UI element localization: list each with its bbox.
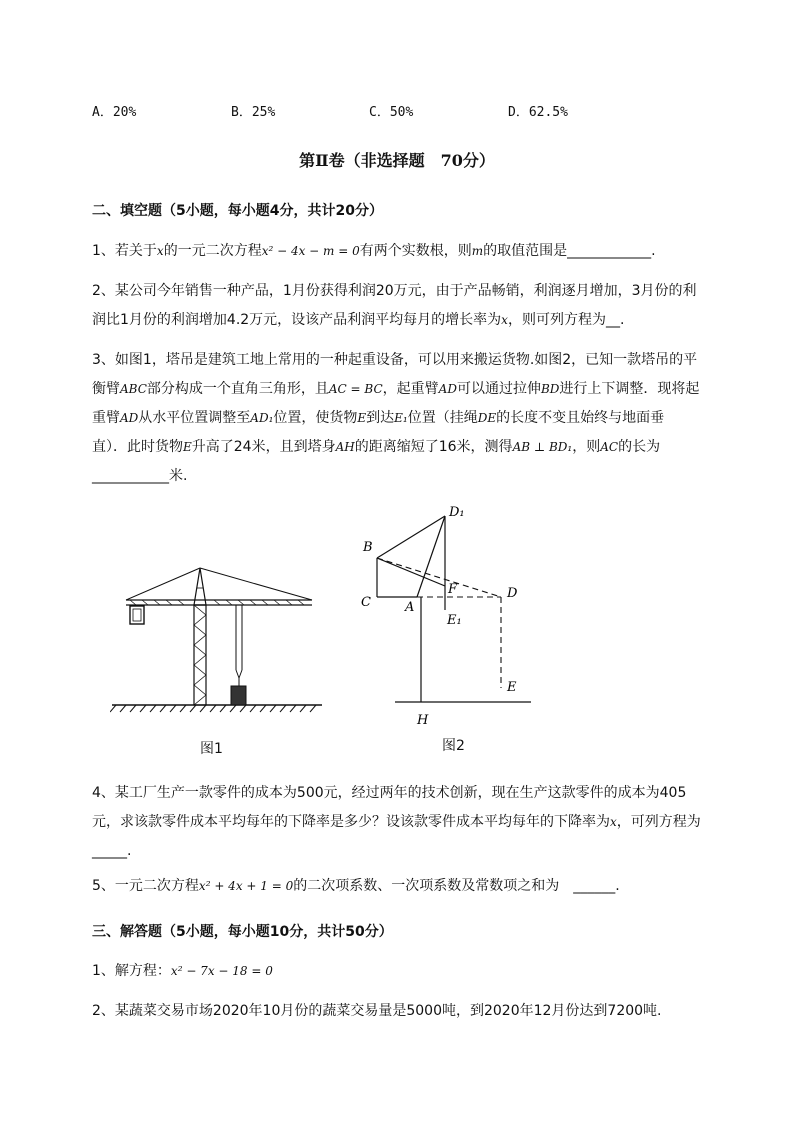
q3-ah: AH	[335, 440, 355, 454]
q5-text-a: 5、一元二次方程	[92, 878, 199, 894]
q1-text-a: 1、若关于	[92, 243, 157, 259]
q3-t2: 部分构成一个直角三角形，且	[146, 381, 329, 397]
q1-equation: x² − 4x − m = 0	[261, 244, 360, 258]
q4-text-a: 元，求该款零件成本平均每年的下降率是多少？设该款零件成本平均每年的下降率为	[92, 814, 610, 830]
label-h: H	[417, 713, 429, 728]
label-d: D	[507, 586, 518, 601]
label-c: C	[361, 595, 371, 610]
part2-title: 第Ⅱ卷（非选择题 70分）	[299, 151, 495, 170]
q3-de: DE	[477, 411, 497, 425]
q3-t7: 从水平位置调整至	[138, 410, 251, 426]
q3-t3: ，起重臂	[382, 381, 439, 397]
q3-acbc: AC = BC	[328, 382, 383, 396]
label-f: F	[448, 582, 458, 597]
q3-e2: E	[183, 440, 192, 454]
q5-equation: x² + 4x + 1 = 0	[198, 879, 294, 893]
q3-t10: 位置（挂绳	[407, 410, 478, 426]
q1-text-b: 的一元二次方程	[163, 243, 262, 259]
q3-t13: 升高了24米，且到塔身	[191, 439, 336, 455]
figure-1-caption: 图1	[200, 741, 223, 757]
q2-var-x: x	[501, 313, 508, 327]
section2-heading: 二、填空题（5小题，每小题4分，共计20分）	[92, 203, 383, 219]
q3-t16: 的长为	[618, 439, 661, 455]
question-4-line-3: _____.	[92, 843, 132, 859]
label-e: E	[507, 680, 517, 695]
q3-bd: BD	[540, 382, 560, 396]
q3-ad2: AD	[120, 411, 139, 425]
q3-ad: AD	[438, 382, 457, 396]
figure-2-diagram	[355, 500, 540, 730]
q1-text-c: 有两个实数根，则	[359, 243, 472, 259]
solve-question-1	[92, 957, 273, 986]
question-1	[92, 237, 656, 266]
q3-abc: ABC	[120, 382, 147, 396]
section3-heading: 三、解答题（5小题，每小题10分，共计50分）	[92, 924, 393, 940]
q4-var-x: x	[610, 815, 617, 829]
label-a: A	[405, 600, 415, 615]
option-b: B．25%	[231, 105, 276, 120]
question-4-line-2	[92, 808, 701, 837]
q5-text-b: 的二次项系数、一次项系数及常数项之和为 ______.	[293, 878, 620, 894]
q3-t12: 直）．此时货物	[92, 439, 183, 455]
q3-t1: 衡臂	[92, 381, 120, 397]
label-d1: D₁	[449, 505, 465, 520]
question-2-line-1: 2、某公司今年销售一种产品，1月份获得利润20万元，由于产品畅销，利润逐月增加，3月份的利	[92, 283, 697, 299]
s1-text: 1、解方程：	[92, 963, 171, 979]
q3-ad1: AD₁	[250, 411, 274, 425]
q1-text-d: 的取值范围是____________.	[483, 243, 656, 259]
solve-question-2: 2、某蔬菜交易市场2020年10月份的蔬菜交易量是5000吨，到2020年12月份达到7200吨.	[92, 1003, 662, 1019]
question-3-line-1: 3、如图1，塔吊是建筑工地上常用的一种起重设备，可以用来搬运货物.如图2，已知一款塔吊的平	[92, 352, 698, 368]
label-b: B	[363, 540, 373, 555]
figure-1-crane	[110, 560, 325, 720]
q3-t5: 进行上下调整．现将起	[559, 381, 700, 397]
question-3-line-4	[92, 433, 660, 462]
question-3-line-2	[92, 375, 699, 404]
q3-t15: ，则	[572, 439, 601, 455]
q3-t4: 可以通过拉伸	[456, 381, 541, 397]
q1-var-x: x	[156, 244, 164, 258]
q3-e: E	[357, 411, 367, 425]
question-3-line-5: ___________米.	[92, 468, 188, 484]
option-d: D．62.5%	[508, 105, 568, 120]
q1-var-m: m	[471, 244, 484, 258]
q3-t8: 位置，使货物	[273, 410, 358, 426]
s1-equation: x² − 7x − 18 = 0	[170, 964, 273, 978]
q3-t11: 的长度不变且始终与地面垂	[496, 410, 665, 426]
q3-t6: 重臂	[92, 410, 120, 426]
label-e1: E₁	[447, 613, 462, 628]
q3-abbd: AB ⊥ BD₁	[512, 440, 573, 454]
q3-ac: AC	[600, 440, 619, 454]
q2-text-a: 润比1月份的利润增加4.2万元，设该产品利润平均每月的增长率为	[92, 312, 502, 328]
q3-e1: E₁	[394, 411, 408, 425]
option-a: A．20%	[92, 105, 137, 120]
question-4-line-1: 4、某工厂生产一款零件的成本为500元，经过两年的技术创新，现在生产这款零件的成本为405	[92, 785, 687, 801]
question-2-line-2	[92, 306, 624, 335]
question-5	[92, 872, 620, 901]
q3-t9: 到达	[366, 410, 395, 426]
option-c: C．50%	[369, 105, 414, 120]
q3-t14: 的距离缩短了16米，测得	[354, 439, 513, 455]
figure-2-caption: 图2	[442, 738, 465, 754]
q4-text-b: ，可列方程为	[616, 814, 701, 830]
q2-text-b: ，则可列方程为__.	[507, 312, 625, 328]
question-3-line-3	[92, 404, 664, 433]
